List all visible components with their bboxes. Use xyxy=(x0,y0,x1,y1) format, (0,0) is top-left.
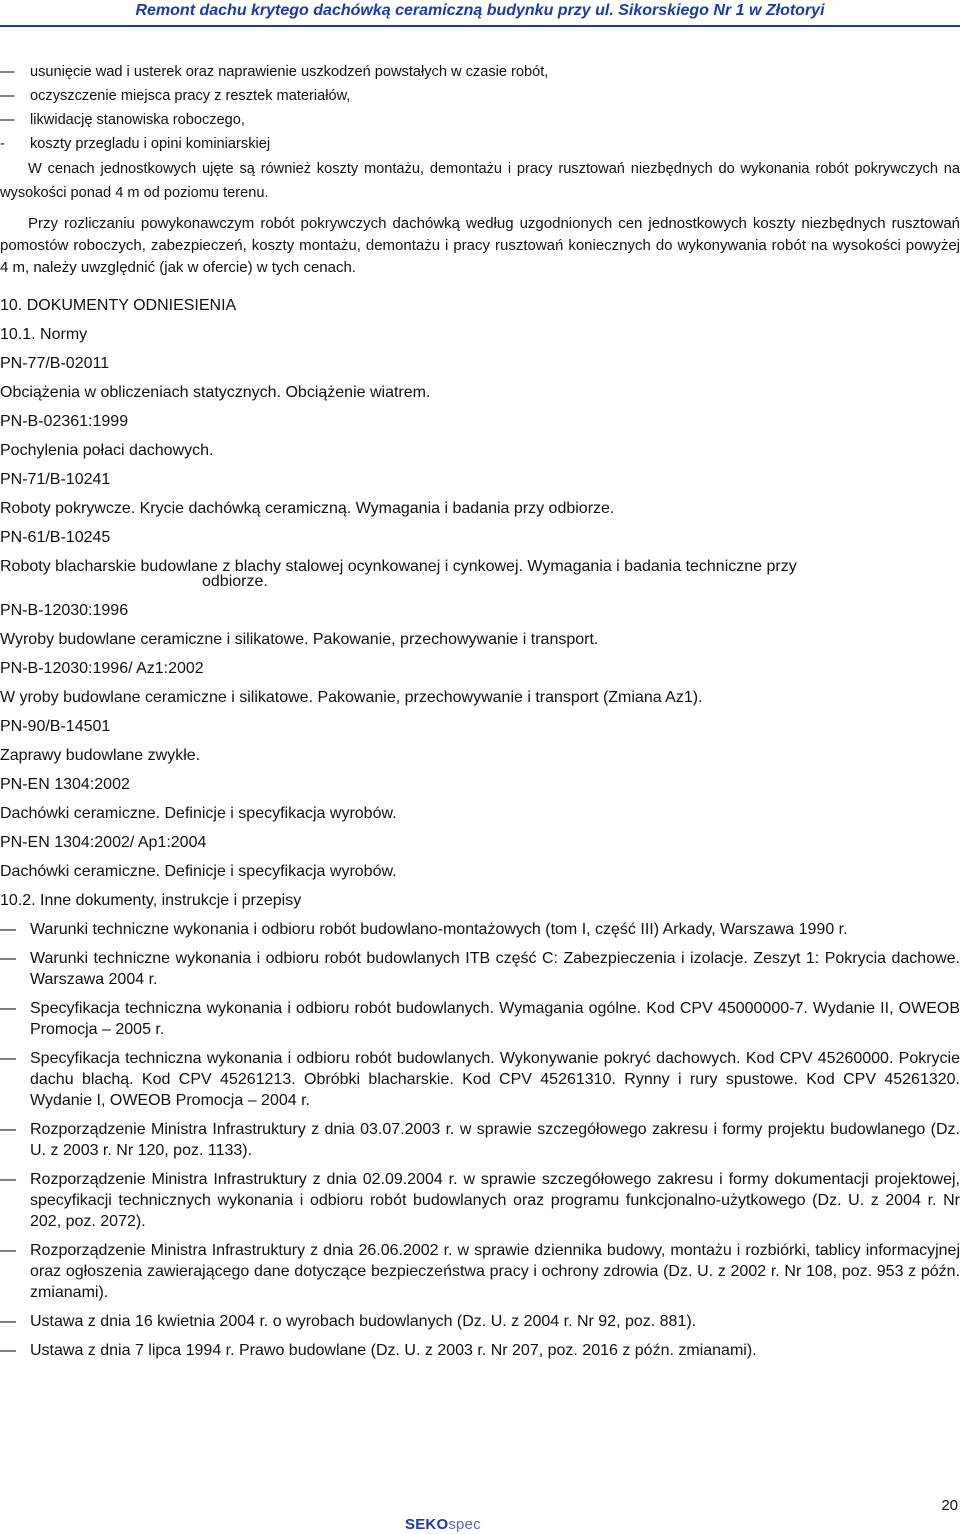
list-item: — Specyfikacja techniczna wykonania i odbioru robót budowlanych. Wykonywanie pokryć dachowych. Kod CPV 45260000. Pokrycie dachu blachą. Kod CPV 45261213. Obróbki blacharskie. Kod CPV 45261310. Rynny i rury spustowe. Kod CPV 45261320. Wydanie I, OWEOB Promocja – 2004 r. xyxy=(0,1050,960,1109)
list-item: — Warunki techniczne wykonania i odbioru robót budowlanych ITB część C: Zabezpieczenia i izolacje. Zeszyt 1: Pokrycia dachowe. Warszawa 2004 r. xyxy=(0,950,960,988)
norm-code: PN-77/B-02011 xyxy=(0,355,110,372)
paragraph-costs-scaffolding: W cenach jednostkowych ujęte są również koszty montażu, demontażu i pracy rusztowań niezbędnych do wykonania robót pokrywczych na wysokości ponad 4 m od poziomu terenu. xyxy=(0,161,960,201)
norm-desc: Zaprawy budowlane zwykłe. xyxy=(0,747,201,764)
list-item: — Ustawa z dnia 7 lipca 1994 r. Prawo budowlane (Dz. U. z 2003 r. Nr 207, poz. 2016 z późn. zmianami). xyxy=(0,1342,757,1359)
list-item: — Warunki techniczne wykonania i odbioru robót budowlano-montażowych (tom I, część III) Arkady, Warszawa 1990 r. xyxy=(0,921,848,938)
norm-code: PN-B-12030:1996 xyxy=(0,602,129,619)
section-title: 10. DOKUMENTY ODNIESIENIA xyxy=(0,297,237,314)
norm-desc: W yroby budowlane ceramiczne i silikatowe. Pakowanie, przechowywanie i transport (Zmiana Az1). xyxy=(0,689,703,706)
norm-desc: Roboty blacharskie budowlane z blachy stalowej ocynkowanej i cynkowej. Wymagania i badania techniczne przy odbiorze. xyxy=(0,556,960,593)
list-item: — Rozporządzenie Ministra Infrastruktury z dnia 03.07.2003 r. w sprawie szczegółowego zakresu i formy projektu budowlanego (Dz. U. z 2003 r. Nr 120, poz. 1133). xyxy=(0,1121,960,1159)
other-documents-list xyxy=(0,919,960,1361)
list-item: — oczyszczenie miejsca pracy z resztek materiałów, xyxy=(0,88,351,104)
footer-logo: SEKOspec xyxy=(405,1516,481,1533)
header-rule xyxy=(0,25,960,27)
references-section xyxy=(0,295,960,912)
norm-desc: Pochylenia połaci dachowych. xyxy=(0,442,214,459)
subsection-norms: 10.1. Normy xyxy=(0,326,88,343)
norm-code: PN-EN 1304:2002/ Ap1:2004 xyxy=(0,834,207,851)
page-number: 20 xyxy=(941,1497,958,1514)
norm-desc-continuation: odbiorze. xyxy=(202,573,268,590)
norm-code: PN-B-12030:1996/ Az1:2002 xyxy=(0,660,204,677)
list-item: — usunięcie wad i usterek oraz naprawienie uszkodzeń powstałych w czasie robót, xyxy=(0,64,549,80)
subsection-other-documents: 10.2. Inne dokumenty, instrukcje i przepisy xyxy=(0,892,302,909)
norm-code: PN-90/B-14501 xyxy=(0,718,111,735)
list-top xyxy=(0,60,960,156)
norm-code: PN-B-02361:1999 xyxy=(0,413,129,430)
document-body xyxy=(0,60,960,1369)
norm-code: PN-71/B-10241 xyxy=(0,471,111,488)
list-item: — Rozporządzenie Ministra Infrastruktury z dnia 26.06.2002 r. w sprawie dziennika budowy, montażu i rozbiórki, tablicy informacyjnej oraz ogłoszenia zawierającego dane dotyczące bezpieczeństwa pracy i ochrony zdrowia (Dz. U. z 2002 r. Nr 108, poz. 953 z późn. zmianami). xyxy=(0,1242,960,1301)
list-item: — Rozporządzenie Ministra Infrastruktury z dnia 02.09.2004 r. w sprawie szczegółowego zakresu i formy dokumentacji projektowej, specyfikacji technicznych wykonania i odbioru robót budowlanych oraz programu funkcjonalno-użytkowego (Dz. U. z 2004 r. Nr 202, poz. 2072). xyxy=(0,1171,960,1230)
norm-desc: Roboty pokrywcze. Krycie dachówką ceramiczną. Wymagania i badania przy odbiorze. xyxy=(0,500,615,517)
norm-code: PN-61/B-10245 xyxy=(0,529,111,546)
norm-desc: Dachówki ceramiczne. Definicje i specyfikacja wyrobów. xyxy=(0,805,397,822)
paragraph-settlement: Przy rozliczaniu powykonawczym robót pokrywczych dachówką według uzgodnionych cen jednostkowych koszty niezbędnych rusztowań pomostów roboczych, zabezpieczeń, koszty montażu, demontażu i pracy rusztowań koniecznych do wykonywania robót na wysokości powyżej 4 m, należy uwzględnić (jak w ofercie) w tych cenach. xyxy=(0,215,960,276)
list-item-hyphen: - koszty przegladu i opini kominiarskiej xyxy=(0,136,271,152)
list-item: — likwidację stanowiska roboczego, xyxy=(0,112,245,128)
norm-desc: Wyroby budowlane ceramiczne i silikatowe. Pakowanie, przechowywanie i transport. xyxy=(0,631,599,648)
norm-desc: Dachówki ceramiczne. Definicje i specyfikacja wyrobów. xyxy=(0,863,397,880)
document-header-title: Remont dachu krytego dachówką ceramiczną budynku przy ul. Sikorskiego Nr 1 w Złotoryi xyxy=(135,2,825,19)
list-item: — Specyfikacja techniczna wykonania i odbioru robót budowlanych. Wymagania ogólne. Kod CPV 45000000-7. Wydanie II, OWEOB Promocja – 2005 r. xyxy=(0,1000,960,1038)
list-item: — Ustawa z dnia 16 kwietnia 2004 r. o wyrobach budowlanych (Dz. U. z 2004 r. Nr 92, poz. 881). xyxy=(0,1313,697,1330)
norm-code: PN-EN 1304:2002 xyxy=(0,776,130,793)
norm-desc: Obciążenia w obliczeniach statycznych. Obciążenie wiatrem. xyxy=(0,384,431,401)
